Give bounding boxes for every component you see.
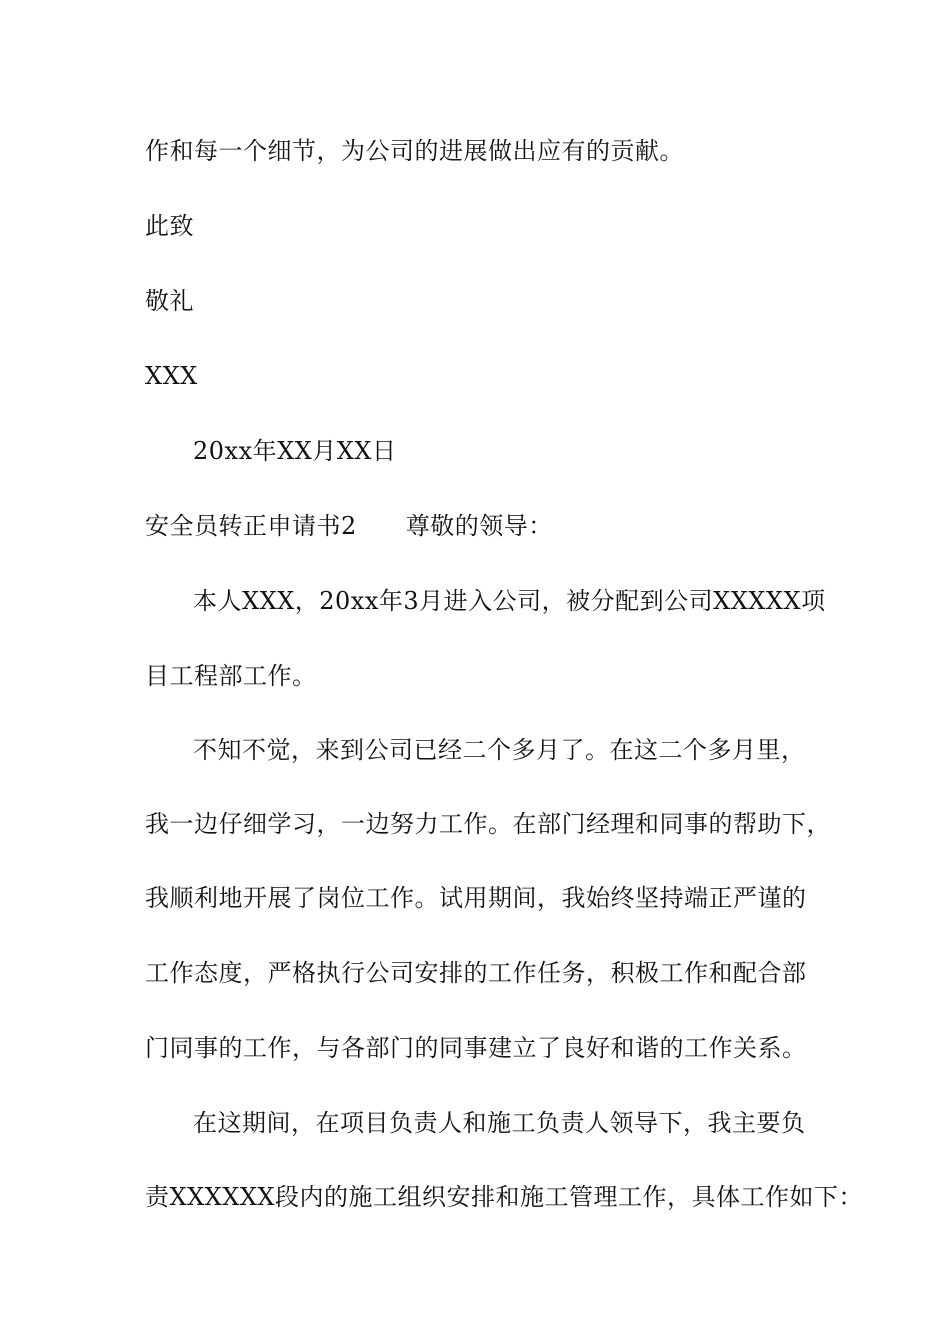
closing-salutation: 此致	[145, 212, 194, 240]
paragraph-line: 我一边仔细学习，一边努力工作。在部门经理和同事的帮助下，	[145, 810, 831, 838]
paragraph-line: 工作态度，严格执行公司安排的工作任务，积极工作和配合部	[145, 959, 807, 987]
paragraph-line: 在这期间，在项目负责人和施工负责人领导下，我主要负	[193, 1109, 806, 1137]
closing-regards: 敬礼	[145, 287, 194, 315]
paragraph-line: 我顺利地开展了岗位工作。试用期间，我始终坚持端正严谨的	[145, 884, 807, 912]
signature-name: XXX	[145, 362, 198, 390]
paragraph-line: 目工程部工作。	[145, 662, 317, 690]
paragraph-line: 责XXXXXX段内的施工组织安排和施工管理工作，具体工作如下：	[145, 1183, 864, 1211]
paragraph-line: 本人XXX，20xx年3月进入公司，被分配到公司XXXXX项	[193, 587, 826, 615]
paragraph-line: 作和每一个细节，为公司的进展做出应有的贡献。	[145, 137, 684, 165]
paragraph-line: 门同事的工作，与各部门的同事建立了良好和谐的工作关系。	[145, 1034, 807, 1062]
section-heading: 安全员转正申请书2 尊敬的领导：	[145, 512, 553, 540]
paragraph-line: 不知不觉，来到公司已经二个多月了。在这二个多月里，	[193, 736, 806, 764]
signature-date: 20xx年XX月XX日	[193, 437, 397, 465]
